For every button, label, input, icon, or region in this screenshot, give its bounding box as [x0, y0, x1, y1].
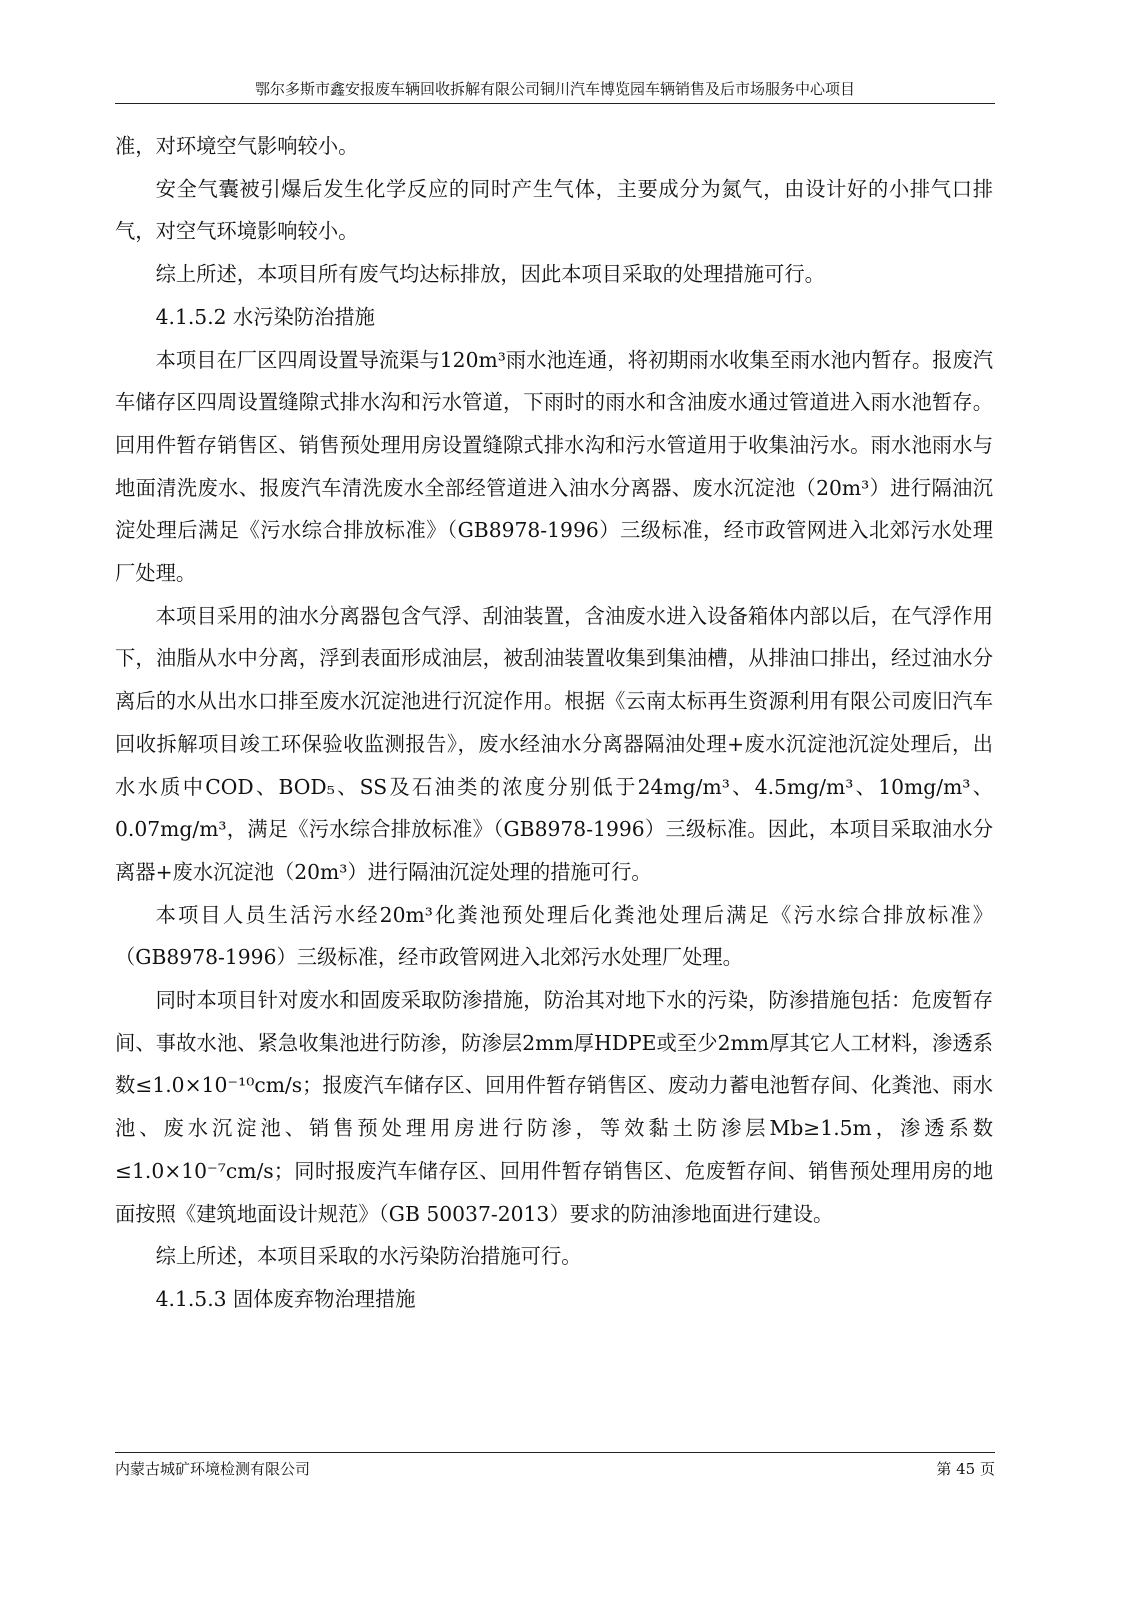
paragraph-continuation: 准，对环境空气影响较小。: [115, 134, 359, 158]
paragraph-water-summary: 综上所述，本项目采取的水污染防治措施可行。: [155, 1244, 582, 1269]
header-divider: [115, 103, 995, 104]
paragraph-rainwater: 本项目在厂区四周设置导流渠与120m³雨水池连通，将初期雨水收集至雨水池内暂存。报废汽车储存区四周设置缝隙式排水沟和污水管道，下雨时的雨水和含油废水通过管道进入雨水池暂存。回用件暂存销售区、销售预处理用房设置缝隙式排水沟和污水管道用于收集油污水。雨水池雨水与地面清洗废水、报废汽车清洗废水全部经管道进入油水分离器、废水沉淀池（20m³）进行隔油沉淀处理后满足《污水综合排放标准》（GB8978-1996）三级标准，经市政管网进入北郊污水处理厂处理。: [115, 347, 993, 586]
document-body: [115, 125, 993, 1321]
paragraph-seepage-control: 同时本项目针对废水和固废采取防渗措施，防治其对地下水的污染，防渗措施包括：危废暂存间、事故水池、紧急收集池进行防渗，防渗层2mm厚HDPE或至少2mm厚其它人工材料，渗透系数≤1.0×10⁻¹⁰cm/s；报废汽车储存区、回用件暂存销售区、废动力蓄电池暂存间、化粪池、雨水池、废水沉淀池、销售预处理用房进行防渗，等效黏土防渗层Mb≥1.5m，渗透系数≤1.0×10⁻⁷cm/s；同时报废汽车储存区、回用件暂存销售区、危废暂存间、销售预处理用房的地面按照《建筑地面设计规范》（GB 50037-2013）要求的防油渗地面进行建设。: [115, 988, 993, 1226]
footer-divider: [115, 1452, 995, 1453]
paragraph-air-summary: 综上所述，本项目所有废气均达标排放，因此本项目采取的处理措施可行。: [155, 262, 825, 287]
footer-company: 内蒙古城矿环境检测有限公司: [115, 1460, 311, 1478]
paragraph-oil-separator: 本项目采用的油水分离器包含气浮、刮油装置，含油废水进入设备箱体内部以后，在气浮作用下，油脂从水中分离，浮到表面形成油层，被刮油装置收集到集油槽，从排油口排出，经过油水分离后的水从出水口排至废水沉淀池进行沉淀作用。根据《云南太标再生资源利用有限公司废旧汽车回收拆解项目竣工环保验收监测报告》，废水经油水分离器隔油处理+废水沉淀池沉淀处理后，出水水质中COD、BOD₅、SS及石油类的浓度分别低于24mg/m³、4.5mg/m³、10mg/m³、0.07mg/m³，满足《污水综合排放标准》（GB8978-1996）三级标准。因此，本项目采取油水分离器+废水沉淀池（20m³）进行隔油沉淀处理的措施可行。: [115, 603, 993, 884]
page-number: 第 45 页: [936, 1460, 995, 1478]
section-heading-water: 4.1.5.2 水污染防治措施: [155, 304, 375, 329]
section-heading-solid-waste: 4.1.5.3 固体废弃物治理措施: [155, 1286, 416, 1311]
running-header: 鄂尔多斯市鑫安报废车辆回收拆解有限公司铜川汽车博览园车辆销售及后市场服务中心项目: [254, 80, 855, 98]
paragraph-domestic-sewage: 本项目人员生活污水经20m³化粪池预处理后化粪池处理后满足《污水综合排放标准》（GB8978-1996）三级标准，经市政管网进入北郊污水处理厂处理。: [115, 902, 993, 970]
paragraph-airbag: 安全气囊被引爆后发生化学反应的同时产生气体，主要成分为氮气，由设计好的小排气口排气，对空气环境影响较小。: [115, 176, 993, 244]
